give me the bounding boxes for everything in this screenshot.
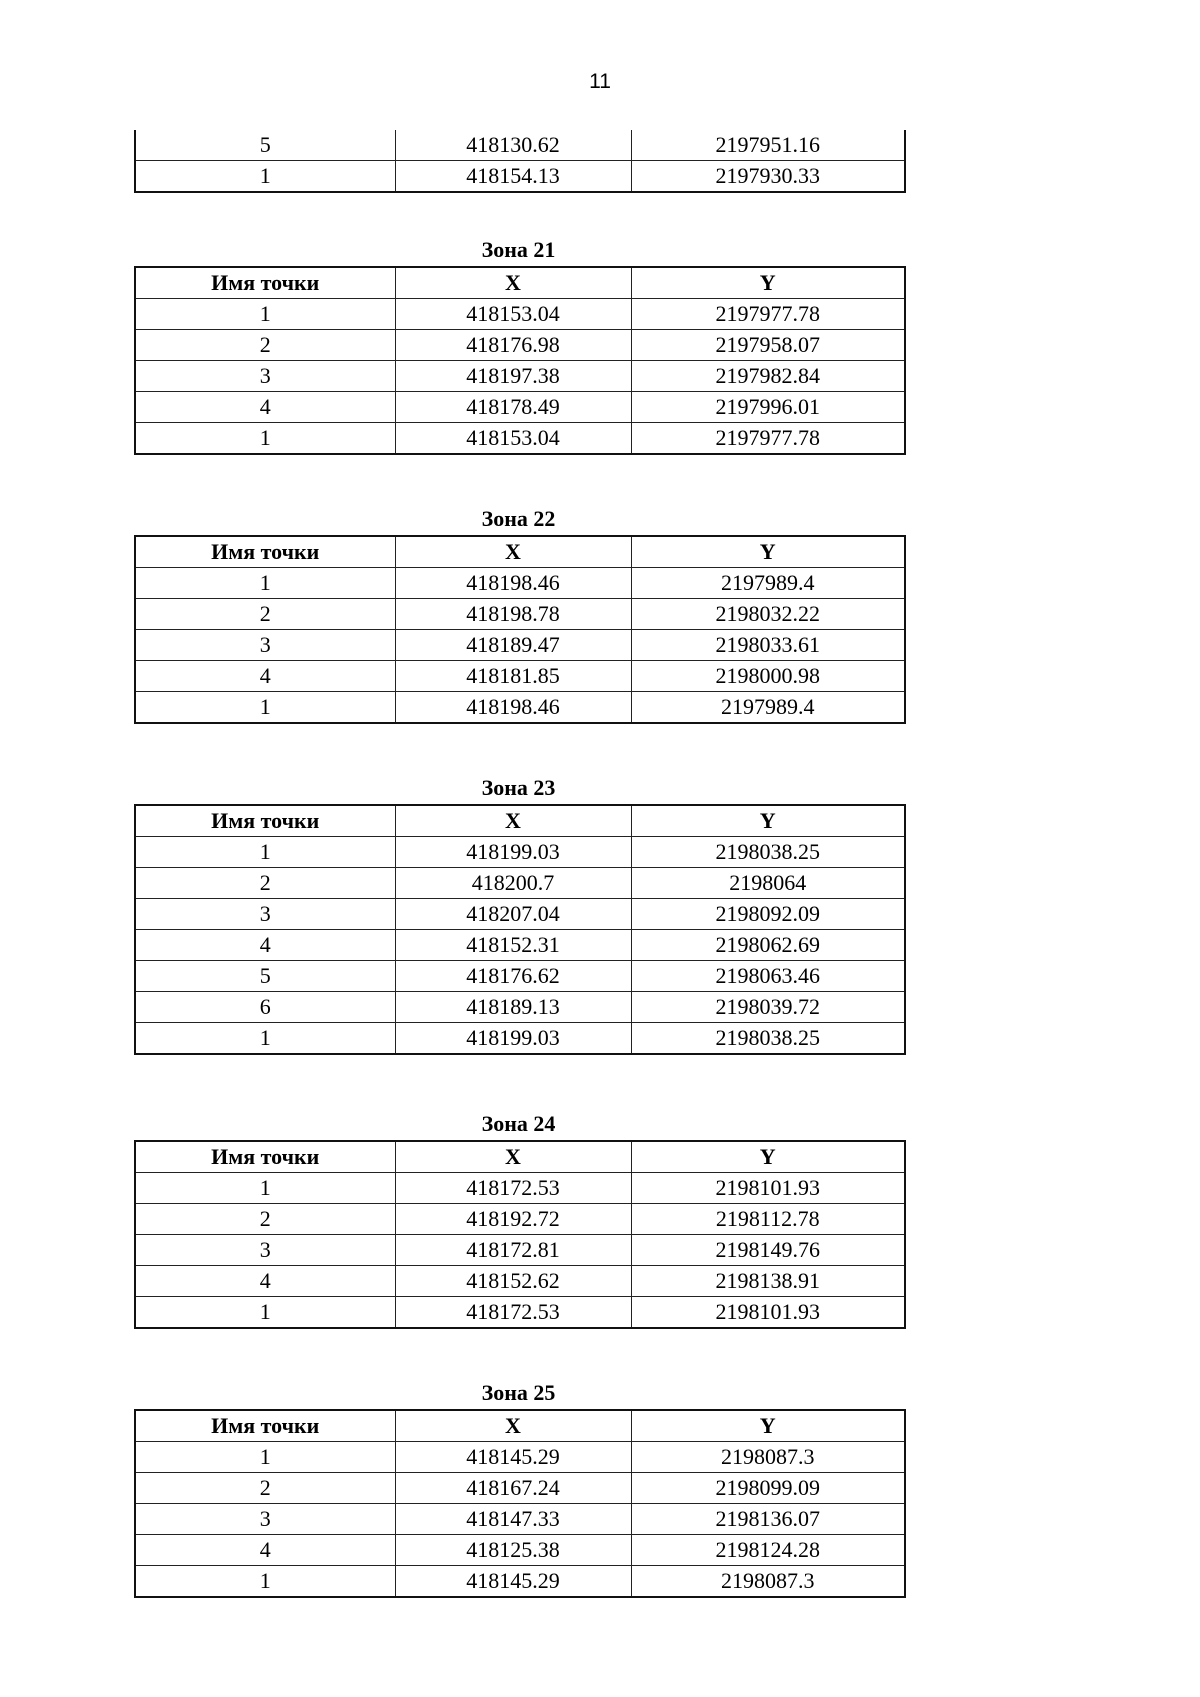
point-cell: 2 [135, 330, 395, 361]
table-row [135, 692, 905, 724]
point-cell: 1 [135, 1297, 395, 1329]
zone-table [134, 1409, 906, 1598]
y-cell: 2198000.98 [631, 661, 905, 692]
point-cell: 4 [135, 1266, 395, 1297]
table-row [135, 423, 905, 455]
point-cell: 3 [135, 1504, 395, 1535]
x-cell: 418192.72 [395, 1204, 631, 1235]
x-cell: 418167.24 [395, 1473, 631, 1504]
y-cell: 2198064 [631, 868, 905, 899]
x-cell: 418197.38 [395, 361, 631, 392]
point-cell: 1 [135, 1173, 395, 1204]
point-cell: 3 [135, 899, 395, 930]
y-cell: 2197977.78 [631, 299, 905, 330]
table-row [135, 1266, 905, 1297]
y-cell: 2198063.46 [631, 961, 905, 992]
header-x: X [395, 536, 631, 568]
table-row [135, 992, 905, 1023]
zone-table [134, 266, 906, 455]
table-row [135, 161, 905, 193]
x-cell: 418176.98 [395, 330, 631, 361]
table-row [135, 130, 905, 161]
y-cell: 2198099.09 [631, 1473, 905, 1504]
y-cell: 2197951.16 [631, 130, 905, 161]
table-row [135, 1297, 905, 1329]
y-cell: 2197977.78 [631, 423, 905, 455]
continuation-table [134, 130, 906, 193]
header-x: X [395, 1410, 631, 1442]
point-cell: 3 [135, 361, 395, 392]
y-cell: 2197996.01 [631, 392, 905, 423]
header-x: X [395, 805, 631, 837]
point-cell: 5 [135, 130, 395, 161]
y-cell: 2198062.69 [631, 930, 905, 961]
point-cell: 1 [135, 837, 395, 868]
y-cell: 2197958.07 [631, 330, 905, 361]
table-row [135, 1204, 905, 1235]
header-point: Имя точки [135, 536, 395, 568]
y-cell: 2198092.09 [631, 899, 905, 930]
x-cell: 418145.29 [395, 1442, 631, 1473]
header-x: X [395, 267, 631, 299]
y-cell: 2198087.3 [631, 1442, 905, 1473]
x-cell: 418198.46 [395, 568, 631, 599]
zone-23-block [134, 777, 904, 1055]
y-cell: 2197989.4 [631, 692, 905, 724]
x-cell: 418172.53 [395, 1297, 631, 1329]
point-cell: 2 [135, 599, 395, 630]
table-row [135, 392, 905, 423]
table-row [135, 1504, 905, 1535]
table-row [135, 330, 905, 361]
table-row [135, 899, 905, 930]
point-cell: 3 [135, 630, 395, 661]
zone-24-block [134, 1113, 904, 1329]
point-cell: 1 [135, 1442, 395, 1473]
point-cell: 1 [135, 568, 395, 599]
header-row [135, 1141, 905, 1173]
x-cell: 418125.38 [395, 1535, 631, 1566]
point-cell: 1 [135, 692, 395, 724]
table-row [135, 1535, 905, 1566]
point-cell: 5 [135, 961, 395, 992]
point-cell: 1 [135, 1566, 395, 1598]
x-cell: 418189.13 [395, 992, 631, 1023]
point-cell: 4 [135, 661, 395, 692]
header-point: Имя точки [135, 1410, 395, 1442]
header-point: Имя точки [135, 805, 395, 837]
table-row [135, 1566, 905, 1598]
zone-title: Зона 25 [481, 1380, 556, 1405]
x-cell: 418189.47 [395, 630, 631, 661]
point-cell: 3 [135, 1235, 395, 1266]
y-cell: 2198138.91 [631, 1266, 905, 1297]
continuation-block [134, 130, 904, 193]
zone-table [134, 804, 906, 1055]
zone-title: Зона 22 [481, 506, 556, 531]
x-cell: 418172.53 [395, 1173, 631, 1204]
point-cell: 2 [135, 868, 395, 899]
table-row [135, 930, 905, 961]
x-cell: 418152.62 [395, 1266, 631, 1297]
table-row [135, 361, 905, 392]
header-y: Y [631, 805, 905, 837]
table-row [135, 1023, 905, 1055]
y-cell: 2198101.93 [631, 1297, 905, 1329]
table-row [135, 299, 905, 330]
y-cell: 2198124.28 [631, 1535, 905, 1566]
table-row [135, 961, 905, 992]
table-row [135, 1442, 905, 1473]
x-cell: 418172.81 [395, 1235, 631, 1266]
zone-21-block [134, 239, 904, 455]
table-row [135, 568, 905, 599]
point-cell: 6 [135, 992, 395, 1023]
x-cell: 418130.62 [395, 130, 631, 161]
x-cell: 418153.04 [395, 423, 631, 455]
header-row [135, 1410, 905, 1442]
zone-title: Зона 21 [481, 237, 556, 262]
point-cell: 1 [135, 161, 395, 193]
point-cell: 1 [135, 299, 395, 330]
header-y: Y [631, 267, 905, 299]
table-row [135, 868, 905, 899]
table-row [135, 837, 905, 868]
x-cell: 418199.03 [395, 837, 631, 868]
y-cell: 2198149.76 [631, 1235, 905, 1266]
x-cell: 418147.33 [395, 1504, 631, 1535]
y-cell: 2197982.84 [631, 361, 905, 392]
y-cell: 2198039.72 [631, 992, 905, 1023]
y-cell: 2198112.78 [631, 1204, 905, 1235]
table-row [135, 599, 905, 630]
zone-title: Зона 24 [481, 1111, 556, 1136]
y-cell: 2198087.3 [631, 1566, 905, 1598]
x-cell: 418153.04 [395, 299, 631, 330]
x-cell: 418207.04 [395, 899, 631, 930]
x-cell: 418198.78 [395, 599, 631, 630]
y-cell: 2197930.33 [631, 161, 905, 193]
zone-25-block [134, 1382, 904, 1598]
point-cell: 4 [135, 930, 395, 961]
x-cell: 418199.03 [395, 1023, 631, 1055]
x-cell: 418145.29 [395, 1566, 631, 1598]
header-point: Имя точки [135, 1141, 395, 1173]
point-cell: 2 [135, 1204, 395, 1235]
table-row [135, 1235, 905, 1266]
page-number: 11 [589, 70, 611, 93]
zone-table [134, 1140, 906, 1329]
table-row [135, 661, 905, 692]
zone-title: Зона 23 [481, 775, 556, 800]
point-cell: 1 [135, 423, 395, 455]
header-y: Y [631, 536, 905, 568]
y-cell: 2198101.93 [631, 1173, 905, 1204]
x-cell: 418200.7 [395, 868, 631, 899]
x-cell: 418154.13 [395, 161, 631, 193]
point-cell: 4 [135, 1535, 395, 1566]
x-cell: 418152.31 [395, 930, 631, 961]
header-row [135, 267, 905, 299]
y-cell: 2198038.25 [631, 837, 905, 868]
y-cell: 2198032.22 [631, 599, 905, 630]
header-point: Имя точки [135, 267, 395, 299]
point-cell: 2 [135, 1473, 395, 1504]
x-cell: 418181.85 [395, 661, 631, 692]
header-x: X [395, 1141, 631, 1173]
point-cell: 4 [135, 392, 395, 423]
zone-22-block [134, 508, 904, 724]
y-cell: 2198136.07 [631, 1504, 905, 1535]
x-cell: 418198.46 [395, 692, 631, 724]
table-row [135, 1473, 905, 1504]
zone-table [134, 535, 906, 724]
header-row [135, 805, 905, 837]
y-cell: 2197989.4 [631, 568, 905, 599]
x-cell: 418178.49 [395, 392, 631, 423]
header-y: Y [631, 1410, 905, 1442]
y-cell: 2198038.25 [631, 1023, 905, 1055]
point-cell: 1 [135, 1023, 395, 1055]
header-y: Y [631, 1141, 905, 1173]
table-row [135, 1173, 905, 1204]
x-cell: 418176.62 [395, 961, 631, 992]
table-row [135, 630, 905, 661]
y-cell: 2198033.61 [631, 630, 905, 661]
header-row [135, 536, 905, 568]
